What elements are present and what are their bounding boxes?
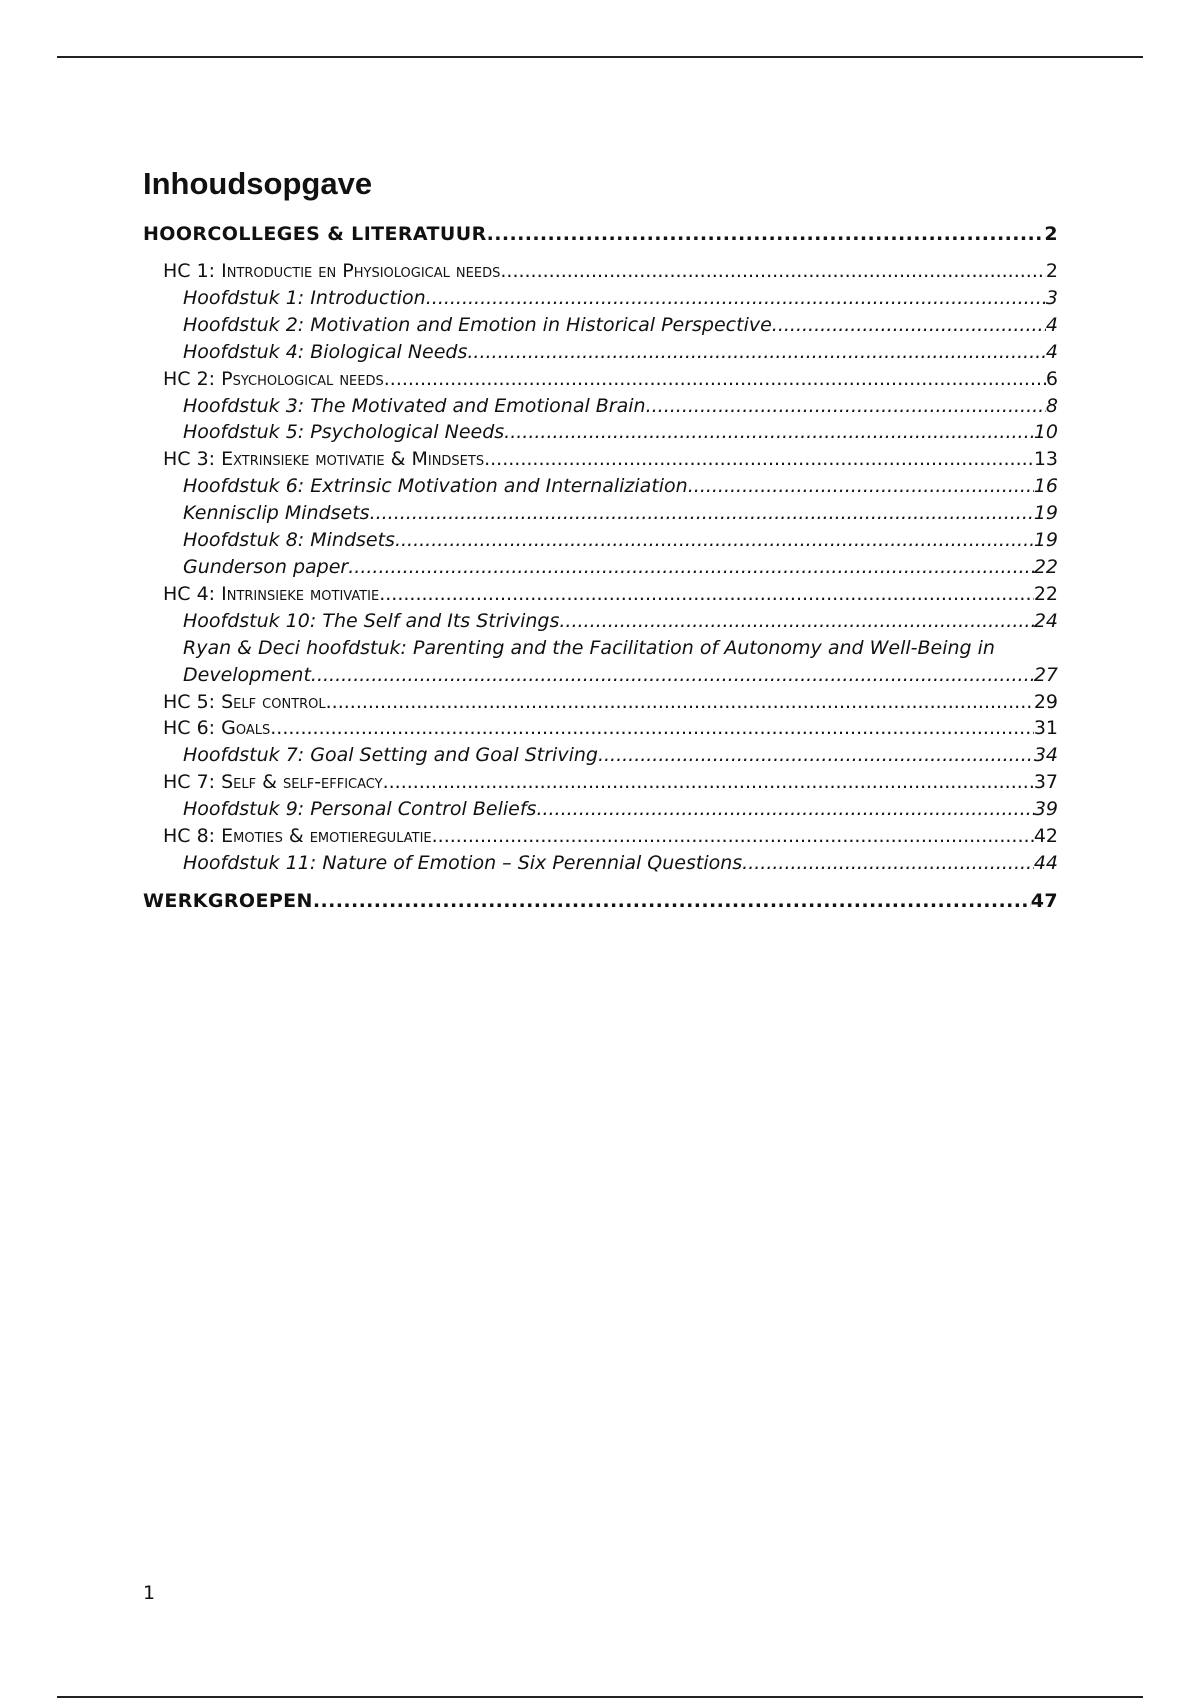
toc-entry-hoofdstuk-5[interactable] [143, 419, 1058, 446]
dot-leader [313, 887, 1031, 915]
toc-page-number: 44 [1033, 851, 1058, 874]
toc-entry-hoofdstuk-9[interactable] [143, 796, 1058, 823]
toc-entry-label: Kennisclip Mindsets [183, 502, 370, 525]
toc-page-number: 8 [1045, 394, 1058, 417]
toc-entry-label: Hoofdstuk 10: The Self and Its Strivings [183, 609, 560, 632]
toc-page-number: 13 [1033, 448, 1058, 471]
toc-entry-hoorcolleges[interactable] [143, 220, 1058, 248]
toc-entry-hoofdstuk-3[interactable] [143, 393, 1058, 420]
toc-page-number: 22 [1033, 555, 1058, 578]
toc-entry-hoofdstuk-6[interactable] [143, 473, 1058, 500]
toc-entry-hoofdstuk-10[interactable] [143, 608, 1058, 635]
toc-page-number: 31 [1033, 717, 1058, 740]
toc-page-number: 3 [1045, 286, 1058, 309]
toc-entry-label: Hoofdstuk 8: Mindsets [183, 529, 395, 552]
toc-entry-kennisclip-mindsets[interactable] [143, 500, 1058, 527]
toc-page-number: 2 [1045, 260, 1058, 282]
toc-entry-label: Hoofdstuk 1: Introduction [183, 286, 426, 309]
toc-entry-label-continued: Development [183, 663, 311, 686]
toc-entry-hoofdstuk-4[interactable] [143, 339, 1058, 366]
toc-entry-hoofdstuk-8[interactable] [143, 527, 1058, 554]
toc-entry-label: Hoofdstuk 6: Extrinsic Motivation and Internaliziation [183, 475, 688, 498]
dot-leader [311, 662, 1034, 689]
toc-entry-hc1[interactable] [143, 258, 1058, 285]
toc-page-number: 42 [1033, 825, 1058, 848]
toc-page-number: 27 [1033, 663, 1058, 686]
toc-page-number: 22 [1033, 582, 1058, 605]
toc-page-number: 6 [1045, 367, 1058, 390]
toc-page-number: 47 [1030, 889, 1058, 912]
toc-entry-gunderson-paper[interactable] [143, 554, 1058, 581]
toc-entry-hoofdstuk-1[interactable] [143, 285, 1058, 312]
dot-leader [688, 473, 1034, 500]
dot-leader [646, 393, 1046, 420]
toc-entry-label: Hoofdstuk 9: Personal Control Beliefs [183, 798, 537, 821]
toc-entry-label: Gunderson paper [183, 555, 349, 578]
dot-leader [487, 220, 1045, 248]
toc-entry-hc2[interactable] [143, 366, 1058, 393]
page-number: 1 [143, 1582, 156, 1604]
dot-leader [772, 312, 1046, 339]
toc-entry-label: HC 7: Self & self-efficacy [163, 771, 383, 794]
toc-page-number: 24 [1033, 609, 1058, 632]
toc-entry-label: Ryan & Deci hoofdstuk: Parenting and the Facilitation of Autonomy and Well-Being in [183, 636, 995, 659]
toc-entry-label: Hoofdstuk 11: Nature of Emotion – Six Perennial Questions [183, 851, 743, 874]
toc-entry-label: HC 3: Extrinsieke motivatie & Mindsets [163, 448, 485, 471]
dot-leader [348, 554, 1034, 581]
dot-leader [395, 527, 1034, 554]
toc-page-number: 37 [1033, 771, 1058, 794]
toc-page-number: 16 [1033, 475, 1058, 498]
toc-entry-label: HC 2: Psychological needs [163, 367, 384, 390]
toc-entry-line [183, 662, 1058, 689]
dot-leader [379, 581, 1034, 608]
toc-page-number: 34 [1033, 744, 1058, 767]
toc-entry-label: HC 6: Goals [163, 717, 271, 740]
toc-entry-label: HOORCOLLEGES & LITERATUUR [143, 223, 487, 245]
dot-leader [270, 715, 1034, 742]
toc-page-number: 4 [1045, 313, 1058, 336]
toc-entry-label: HC 1: Introductie en Physiological needs [163, 260, 501, 282]
toc-entry-hc3[interactable] [143, 446, 1058, 473]
dot-leader [742, 850, 1034, 877]
dot-leader [326, 689, 1034, 716]
toc-entry-werkgroepen[interactable] [143, 887, 1058, 915]
dot-leader [384, 366, 1046, 393]
toc-entry-hoofdstuk-7[interactable] [143, 742, 1058, 769]
toc-entry-label: Hoofdstuk 3: The Motivated and Emotional Brain [183, 394, 646, 417]
toc-entry-hc6[interactable] [143, 715, 1058, 742]
toc-page-number: 39 [1033, 798, 1058, 821]
header-rule [57, 56, 1143, 58]
toc-page-number: 2 [1044, 223, 1058, 245]
toc-page-number: 19 [1033, 502, 1058, 525]
toc-entry-label: HC 8: Emoties & emotieregulatie [163, 825, 432, 848]
toc-entry-label: Hoofdstuk 5: Psychological Needs [183, 421, 505, 444]
toc-entry-ryan-deci[interactable] [143, 635, 1058, 689]
toc-page-number: 29 [1033, 690, 1058, 713]
toc-title: Inhoudsopgave [143, 166, 373, 201]
toc-entry-hoofdstuk-11[interactable] [143, 850, 1058, 877]
dot-leader [504, 419, 1034, 446]
dot-leader [598, 742, 1034, 769]
dot-leader [559, 608, 1033, 635]
toc-entry-hc8[interactable] [143, 823, 1058, 850]
toc-entry-label: HC 4: Intrinsieke motivatie [163, 582, 380, 605]
toc-page-number: 10 [1033, 421, 1058, 444]
toc-page-number: 19 [1033, 529, 1058, 552]
toc-entry-label: Hoofdstuk 4: Biological Needs [183, 340, 468, 363]
footer-rule [57, 1696, 1143, 1698]
toc-entry-label: Hoofdstuk 7: Goal Setting and Goal Striving [183, 744, 598, 767]
dot-leader [467, 339, 1046, 366]
dot-leader [370, 500, 1034, 527]
toc-entry-hc4[interactable] [143, 581, 1058, 608]
dot-leader [426, 285, 1046, 312]
toc-page-number: 4 [1045, 340, 1058, 363]
toc-entry-hc5[interactable] [143, 689, 1058, 716]
dot-leader [536, 796, 1033, 823]
dot-leader [484, 446, 1034, 473]
toc-entry-hc7[interactable] [143, 769, 1058, 796]
toc-entry-label: HC 5: Self control [163, 690, 326, 713]
toc-entry-label: Hoofdstuk 2: Motivation and Emotion in Historical Perspective [183, 313, 772, 336]
dot-leader [500, 258, 1046, 285]
toc-entry-hoofdstuk-2[interactable] [143, 312, 1058, 339]
toc-entry-label: WERKGROEPEN [143, 889, 313, 912]
dot-leader [432, 823, 1034, 850]
dot-leader [383, 769, 1034, 796]
table-of-contents [143, 220, 1058, 915]
